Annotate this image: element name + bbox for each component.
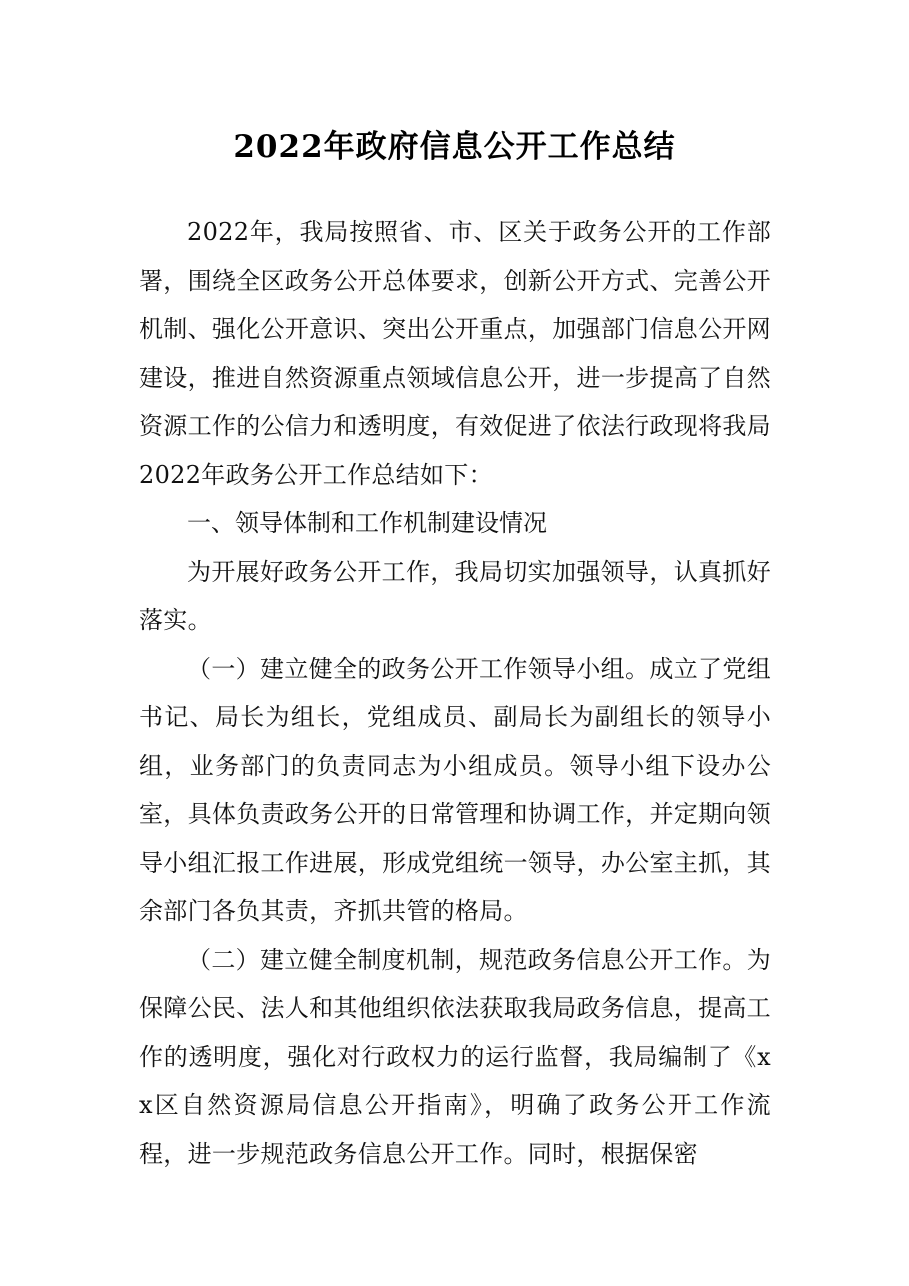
section-heading-1: 一、领导体制和工作机制建设情况: [187, 509, 547, 537]
subsection-2-paragraph: （二）建立健全制度机制，规范政务信息公开工作。为保障公民、法人和其他组织依法获取我局政务信息，提高工作的透明度，强化对行政权力的运行监督，我局编制了《xx区自然资源局信息公开指南》，明确了政务公开工作流程，进一步规范政务信息公开工作。同时，根据保密: [139, 945, 771, 1168]
subsection-1-paragraph: （一）建立健全的政务公开工作领导小组。成立了党组书记、局长为组长，党组成员、副局长为副组长的领导小组，业务部门的负责同志为小组成员。领导小组下设办公室，具体负责政务公开的日常管理和协调工作，并定期向领导小组汇报工作进展，形成党组统一领导，办公室主抓，其余部门各负其责，齐抓共管的格局。: [139, 654, 771, 925]
section-1-intro-paragraph: 为开展好政务公开工作，我局切实加强领导，认真抓好落实。: [139, 557, 771, 634]
document-body: [139, 208, 771, 1178]
intro-paragraph: 2022年，我局按照省、市、区关于政务公开的工作部署，围绕全区政务公开总体要求，创新公开方式、完善公开机制、强化公开意识、突出公开重点，加强部门信息公开网建设，推进自然资源重点领域信息公开，进一步提高了自然资源工作的公信力和透明度，有效促进了依法行政现将我局2022年政务公开工作总结如下：: [139, 218, 771, 489]
document-title: 2022年政府信息公开工作总结: [233, 129, 676, 165]
